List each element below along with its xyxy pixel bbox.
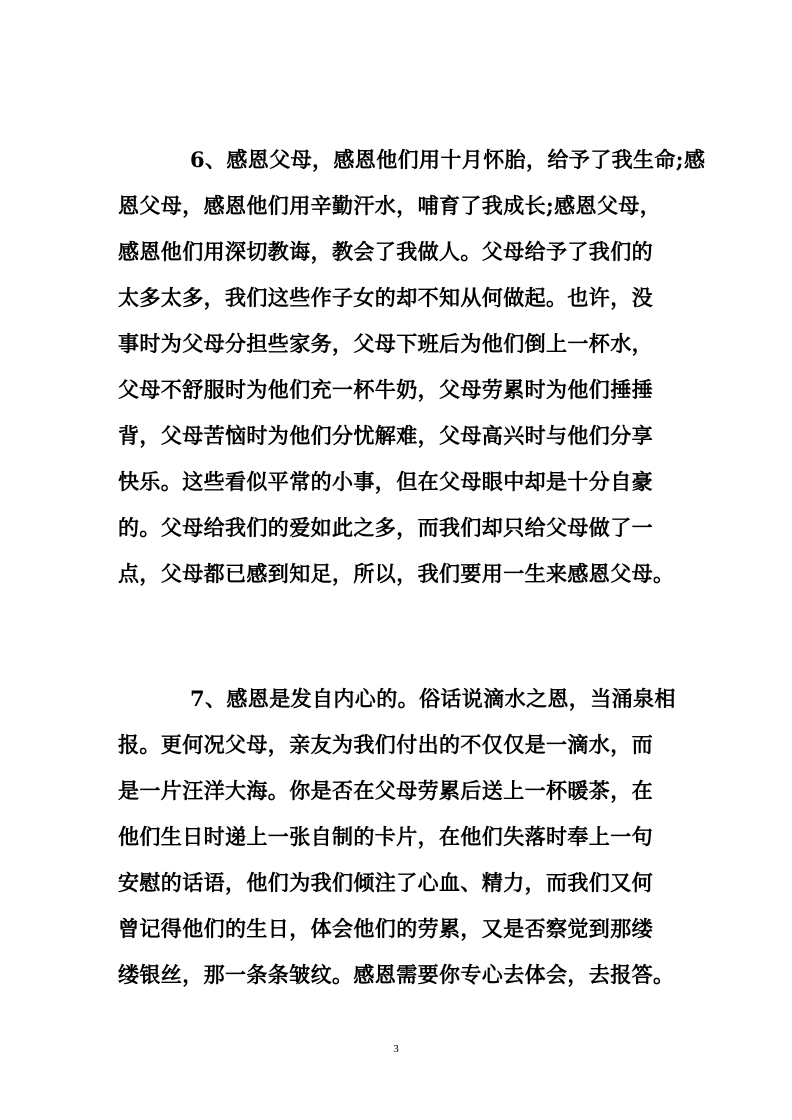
paragraph-line: 6、感恩父母，感恩他们用十月怀胎，给予了我生命;感 bbox=[190, 147, 706, 172]
paragraph-line: 的。父母给我们的爱如此之多，而我们却只给父母做了一 bbox=[118, 515, 653, 540]
paragraph-line: 父母不舒服时为他们充一杯牛奶，父母劳累时为他们捶捶 bbox=[118, 377, 653, 402]
paragraph-line: 恩父母，感恩他们用辛勤汗水，哺育了我成长;感恩父母， bbox=[118, 193, 662, 218]
paragraph-line: 点，父母都已感到知足，所以，我们要用一生来感恩父母。 bbox=[118, 561, 675, 586]
paragraph-line: 是一片汪洋大海。你是否在父母劳累后送上一杯暖茶，在 bbox=[118, 778, 653, 803]
paragraph-line: 背，父母苦恼时为他们分忧解难，父母高兴时与他们分享 bbox=[118, 423, 653, 448]
paragraph-line: 缕银丝，那一条条皱纹。感恩需要你专心去体会，去报答。 bbox=[118, 962, 675, 987]
paragraph-line: 快乐。这些看似平常的小事，但在父母眼中却是十分自豪 bbox=[118, 469, 653, 494]
paragraph-line: 太多太多，我们这些作子女的却不知从何做起。也许，没 bbox=[118, 285, 653, 310]
paragraph-line: 事时为父母分担些家务，父母下班后为他们倒上一杯水， bbox=[118, 331, 653, 356]
paragraph-7 bbox=[118, 676, 698, 998]
paragraph-line: 安慰的话语，他们为我们倾注了心血、精力，而我们又何 bbox=[118, 870, 653, 895]
paragraph-line: 报。更何况父母，亲友为我们付出的不仅仅是一滴水，而 bbox=[118, 732, 653, 757]
paragraph-6 bbox=[118, 137, 706, 597]
paragraph-line: 7、感恩是发自内心的。俗话说滴水之恩，当涌泉相 bbox=[190, 686, 676, 711]
page-number: 3 bbox=[393, 1043, 399, 1055]
paragraph-line: 感恩他们用深切教诲，教会了我做人。父母给予了我们的 bbox=[118, 239, 653, 264]
paragraph-line: 他们生日时递上一张自制的卡片，在他们失落时奉上一句 bbox=[118, 824, 653, 849]
paragraph-line: 曾记得他们的生日，体会他们的劳累，又是否察觉到那缕 bbox=[118, 916, 653, 941]
